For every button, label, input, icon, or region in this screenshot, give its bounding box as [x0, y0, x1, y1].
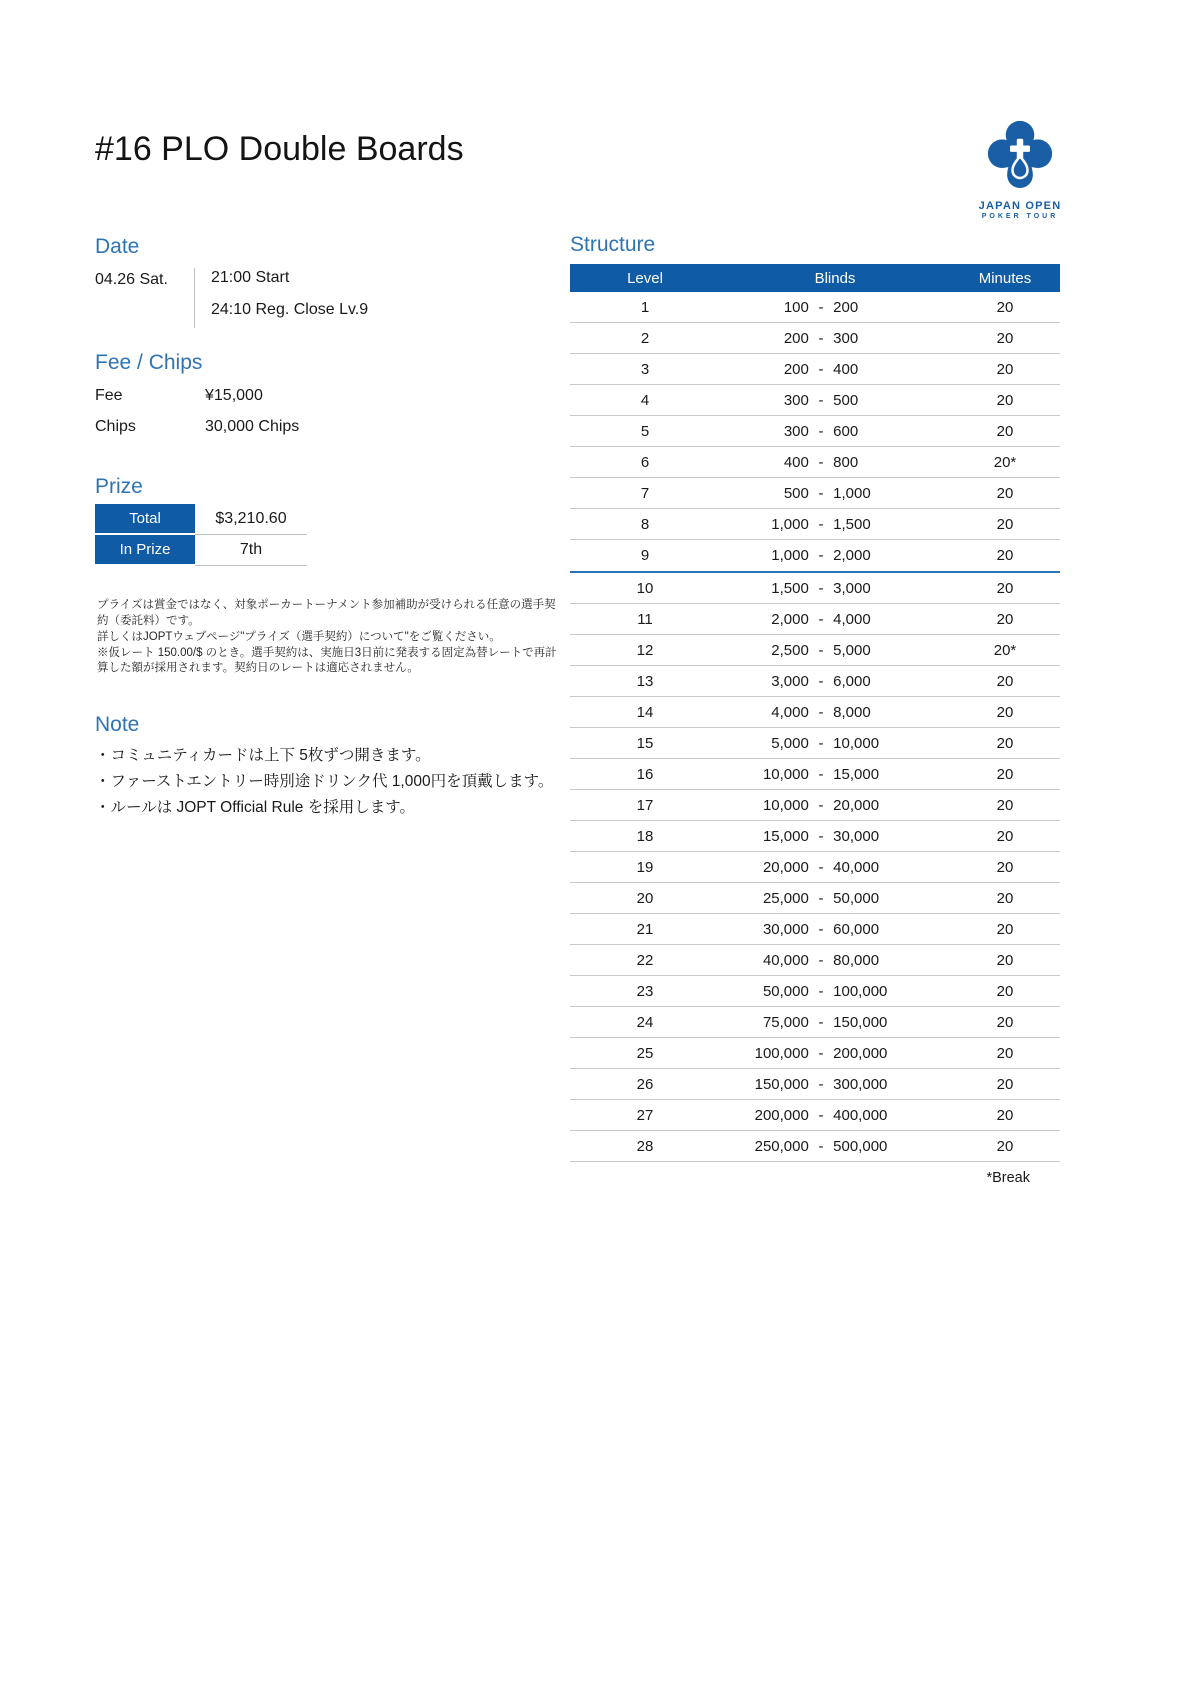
blinds-dash: -	[818, 889, 824, 907]
big-blind-value: 300	[833, 329, 859, 347]
prize-heading: Prize	[95, 475, 143, 498]
structure-row	[570, 1100, 1060, 1131]
small-blind-value: 300	[783, 391, 809, 409]
level-cell: 12	[636, 641, 654, 659]
minutes-cell: 20	[996, 610, 1014, 628]
small-blind-value: 1,000	[771, 547, 809, 565]
blinds-dash: -	[818, 734, 824, 752]
structure-row	[570, 1007, 1060, 1038]
small-blind-value: 3,000	[771, 672, 809, 690]
blinds-dash: -	[818, 579, 824, 597]
blinds-cell	[720, 952, 950, 969]
blinds-cell	[720, 983, 950, 1000]
structure-heading: Structure	[570, 233, 656, 256]
big-blind-value: 5,000	[833, 641, 871, 659]
blinds-dash: -	[818, 515, 824, 533]
small-blind-value: 1,000	[771, 515, 809, 533]
blinds-dash: -	[818, 610, 824, 628]
fee-chips-section	[95, 350, 565, 436]
fee-chips-row	[95, 387, 565, 405]
big-blind-value: 200,000	[833, 1044, 888, 1062]
blinds-dash: -	[818, 1013, 824, 1031]
note-list-item: ・コミュニティカードは上下 5枚ずつ開きます。	[95, 747, 431, 765]
structure-row	[570, 509, 1060, 540]
blinds-cell	[720, 1076, 950, 1093]
minutes-cell: 20	[996, 1075, 1014, 1093]
note-heading: Note	[95, 713, 140, 736]
fee-chips-value: 30,000 Chips	[205, 418, 300, 436]
structure-row	[570, 852, 1060, 883]
blinds-cell	[720, 642, 950, 659]
level-cell: 27	[636, 1106, 654, 1124]
small-blind-value: 10,000	[762, 765, 809, 783]
level-cell: 15	[636, 734, 654, 752]
prize-section	[95, 474, 415, 566]
structure-row	[570, 976, 1060, 1007]
blinds-cell	[720, 859, 950, 876]
level-cell: 2	[640, 329, 650, 347]
level-cell: 14	[636, 703, 654, 721]
blinds-dash: -	[818, 360, 824, 378]
blinds-dash: -	[818, 951, 824, 969]
blinds-cell	[720, 704, 950, 721]
big-blind-value: 500,000	[833, 1137, 888, 1155]
prize-disclaimer-line: ※仮レート 150.00/$ のとき。選手契約は、実施日3日前に発表する固定為替レートで再計算した額が採用されます。契約日のレートは適応されません。	[97, 646, 557, 675]
date-heading: Date	[95, 235, 140, 258]
blinds-dash: -	[818, 920, 824, 938]
big-blind-value: 400	[833, 360, 859, 378]
level-cell: 22	[636, 951, 654, 969]
big-blind-value: 500	[833, 391, 859, 409]
structure-row	[570, 790, 1060, 821]
date-time-entry: 21:00 Start	[211, 269, 290, 287]
small-blind-value: 75,000	[762, 1013, 809, 1031]
blinds-dash: -	[818, 453, 824, 471]
structure-row	[570, 759, 1060, 790]
big-blind-value: 2,000	[833, 547, 871, 565]
level-cell: 24	[636, 1013, 654, 1031]
column-header-level: Level	[627, 269, 663, 287]
blinds-dash: -	[818, 329, 824, 347]
structure-row	[570, 573, 1060, 604]
blinds-dash: -	[818, 1137, 824, 1155]
blinds-cell	[720, 1138, 950, 1155]
level-cell: 25	[636, 1044, 654, 1062]
prize-table	[95, 504, 307, 566]
minutes-cell: 20	[996, 484, 1014, 502]
small-blind-value: 40,000	[762, 951, 809, 969]
structure-row	[570, 385, 1060, 416]
minutes-cell: 20	[996, 951, 1014, 969]
level-cell: 19	[636, 858, 654, 876]
blinds-cell	[720, 454, 950, 471]
structure-row	[570, 1038, 1060, 1069]
small-blind-value: 25,000	[762, 889, 809, 907]
level-cell: 4	[640, 391, 650, 409]
fee-chips-heading: Fee / Chips	[95, 351, 203, 374]
jopt-logo	[972, 118, 1068, 220]
prize-disclaimer-line: 詳しくはJOPTウェブページ"プライズ（選手契約）について"をご覧ください。	[97, 630, 501, 643]
column-header-minutes: Minutes	[978, 269, 1032, 287]
big-blind-value: 100,000	[833, 982, 888, 1000]
minutes-cell: 20	[996, 796, 1014, 814]
small-blind-value: 2,000	[771, 610, 809, 628]
structure-row	[570, 945, 1060, 976]
big-blind-value: 3,000	[833, 579, 871, 597]
blinds-dash: -	[818, 298, 824, 316]
logo-text-poker-tour: POKER TOUR	[981, 213, 1059, 220]
structure-row	[570, 323, 1060, 354]
structure-row	[570, 635, 1060, 666]
note-list	[95, 746, 575, 818]
date-day: 04.26 Sat.	[95, 271, 168, 289]
blinds-cell	[720, 890, 950, 907]
minutes-cell: 20	[996, 982, 1014, 1000]
level-cell: 16	[636, 765, 654, 783]
small-blind-value: 30,000	[762, 920, 809, 938]
structure-row	[570, 728, 1060, 759]
structure-row	[570, 914, 1060, 945]
minutes-cell: 20	[996, 672, 1014, 690]
level-cell: 10	[636, 579, 654, 597]
blinds-cell	[720, 485, 950, 502]
big-blind-value: 4,000	[833, 610, 871, 628]
small-blind-value: 1,500	[771, 579, 809, 597]
minutes-cell: 20	[996, 889, 1014, 907]
structure-row	[570, 697, 1060, 728]
level-cell: 26	[636, 1075, 654, 1093]
clover-drop-icon	[984, 118, 1056, 198]
big-blind-value: 200	[833, 298, 859, 316]
big-blind-value: 80,000	[833, 951, 880, 969]
blinds-dash: -	[818, 641, 824, 659]
big-blind-value: 300,000	[833, 1075, 888, 1093]
small-blind-value: 200	[783, 329, 809, 347]
big-blind-value: 1,500	[833, 515, 871, 533]
minutes-cell: 20	[996, 1013, 1014, 1031]
break-footnote: *Break	[986, 1170, 1030, 1187]
page-title: #16 PLO Double Boards	[95, 130, 464, 168]
blinds-dash: -	[818, 765, 824, 783]
minutes-cell: 20	[996, 329, 1014, 347]
small-blind-value: 500	[783, 484, 809, 502]
fee-chips-row	[95, 418, 565, 436]
minutes-cell: 20	[996, 547, 1014, 565]
minutes-cell: 20	[996, 827, 1014, 845]
small-blind-value: 150,000	[754, 1075, 809, 1093]
blinds-cell	[720, 423, 950, 440]
level-cell: 23	[636, 982, 654, 1000]
blinds-dash: -	[818, 858, 824, 876]
date-time-entry: 24:10 Reg. Close Lv.9	[211, 301, 369, 319]
blinds-cell	[720, 673, 950, 690]
fee-chips-label: Fee	[95, 387, 123, 405]
blinds-dash: -	[818, 547, 824, 565]
blinds-cell	[720, 921, 950, 938]
big-blind-value: 20,000	[833, 796, 880, 814]
blinds-cell	[720, 1045, 950, 1062]
blinds-cell	[720, 392, 950, 409]
blinds-dash: -	[818, 1106, 824, 1124]
note-list-item: ・ファーストエントリー時別途ドリンク代 1,000円を頂戴します。	[95, 773, 554, 791]
level-cell: 20	[636, 889, 654, 907]
blinds-dash: -	[818, 703, 824, 721]
big-blind-value: 600	[833, 422, 859, 440]
level-cell: 9	[640, 547, 650, 565]
small-blind-value: 250,000	[754, 1137, 809, 1155]
prize-row	[95, 504, 307, 535]
level-cell: 18	[636, 827, 654, 845]
blinds-dash: -	[818, 391, 824, 409]
big-blind-value: 10,000	[833, 734, 880, 752]
date-table	[95, 268, 565, 328]
big-blind-value: 40,000	[833, 858, 880, 876]
note-list-item: ・ルールは JOPT Official Rule を採用します。	[95, 799, 415, 817]
small-blind-value: 200,000	[754, 1106, 809, 1124]
big-blind-value: 800	[833, 453, 859, 471]
fee-chips-table	[95, 387, 565, 436]
blinds-cell	[720, 797, 950, 814]
small-blind-value: 200	[783, 360, 809, 378]
big-blind-value: 150,000	[833, 1013, 888, 1031]
minutes-cell: 20*	[993, 453, 1017, 471]
blinds-dash: -	[818, 1075, 824, 1093]
date-times	[194, 268, 368, 328]
minutes-cell: 20	[996, 391, 1014, 409]
minutes-cell: 20	[996, 1137, 1014, 1155]
level-cell: 28	[636, 1137, 654, 1155]
structure-row	[570, 416, 1060, 447]
big-blind-value: 8,000	[833, 703, 871, 721]
level-cell: 6	[640, 453, 650, 471]
blinds-cell	[720, 361, 950, 378]
minutes-cell: 20	[996, 1106, 1014, 1124]
prize-row-value: 7th	[195, 535, 307, 566]
blinds-cell	[720, 828, 950, 845]
minutes-cell: 20	[996, 360, 1014, 378]
minutes-cell: 20	[996, 703, 1014, 721]
small-blind-value: 10,000	[762, 796, 809, 814]
blinds-cell	[720, 766, 950, 783]
prize-row-label: Total	[95, 504, 195, 533]
blinds-cell	[720, 547, 950, 564]
small-blind-value: 15,000	[762, 827, 809, 845]
blinds-cell	[720, 299, 950, 316]
structure-row	[570, 666, 1060, 697]
structure-row	[570, 604, 1060, 635]
structure-row	[570, 883, 1060, 914]
small-blind-value: 100,000	[754, 1044, 809, 1062]
minutes-cell: 20	[996, 579, 1014, 597]
blinds-dash: -	[818, 1044, 824, 1062]
blinds-dash: -	[818, 672, 824, 690]
big-blind-value: 50,000	[833, 889, 880, 907]
level-cell: 13	[636, 672, 654, 690]
structure-row	[570, 821, 1060, 852]
small-blind-value: 4,000	[771, 703, 809, 721]
structure-row	[570, 447, 1060, 478]
fee-chips-value: ¥15,000	[205, 387, 263, 405]
small-blind-value: 400	[783, 453, 809, 471]
structure-row	[570, 354, 1060, 385]
big-blind-value: 60,000	[833, 920, 880, 938]
small-blind-value: 5,000	[771, 734, 809, 752]
big-blind-value: 6,000	[833, 672, 871, 690]
blinds-dash: -	[818, 796, 824, 814]
small-blind-value: 20,000	[762, 858, 809, 876]
logo-text-japan-open: JAPAN OPEN	[978, 200, 1062, 212]
small-blind-value: 100	[783, 298, 809, 316]
blinds-dash: -	[818, 827, 824, 845]
structure-row	[570, 292, 1060, 323]
column-header-blinds: Blinds	[814, 269, 856, 287]
level-cell: 8	[640, 515, 650, 533]
blinds-dash: -	[818, 422, 824, 440]
blinds-cell	[720, 1014, 950, 1031]
blinds-cell	[720, 1107, 950, 1124]
minutes-cell: 20	[996, 858, 1014, 876]
level-cell: 17	[636, 796, 654, 814]
small-blind-value: 50,000	[762, 982, 809, 1000]
structure-row	[570, 540, 1060, 573]
big-blind-value: 30,000	[833, 827, 880, 845]
structure-table-body	[570, 292, 1060, 1162]
blinds-cell	[720, 330, 950, 347]
date-section	[95, 234, 565, 328]
minutes-cell: 20	[996, 298, 1014, 316]
fee-chips-label: Chips	[95, 418, 136, 436]
structure-table-header	[570, 264, 1060, 292]
blinds-dash: -	[818, 484, 824, 502]
prize-row-value: $3,210.60	[195, 504, 307, 535]
level-cell: 1	[640, 298, 650, 316]
prize-disclaimer	[97, 598, 561, 677]
minutes-cell: 20	[996, 515, 1014, 533]
level-cell: 11	[637, 610, 653, 628]
level-cell: 3	[640, 360, 650, 378]
blinds-cell	[720, 516, 950, 533]
prize-row-label: In Prize	[95, 535, 195, 564]
big-blind-value: 400,000	[833, 1106, 888, 1124]
blinds-cell	[720, 580, 950, 597]
minutes-cell: 20	[996, 734, 1014, 752]
level-cell: 21	[636, 920, 654, 938]
minutes-cell: 20	[996, 422, 1014, 440]
minutes-cell: 20	[996, 1044, 1014, 1062]
structure-row	[570, 1131, 1060, 1162]
level-cell: 5	[640, 422, 650, 440]
structure-row	[570, 1069, 1060, 1100]
big-blind-value: 1,000	[833, 484, 871, 502]
minutes-cell: 20	[996, 920, 1014, 938]
minutes-cell: 20	[996, 765, 1014, 783]
prize-row	[95, 535, 307, 566]
structure-section	[570, 232, 1060, 1186]
structure-row	[570, 478, 1060, 509]
small-blind-value: 2,500	[771, 641, 809, 659]
note-section	[95, 712, 575, 819]
minutes-cell: 20*	[993, 641, 1017, 659]
big-blind-value: 15,000	[833, 765, 880, 783]
blinds-cell	[720, 735, 950, 752]
level-cell: 7	[640, 484, 650, 502]
prize-disclaimer-line: プライズは賞金ではなく、対象ポーカートーナメント参加補助が受けられる任意の選手契約（委託料）です。	[97, 599, 556, 627]
blinds-cell	[720, 611, 950, 628]
blinds-dash: -	[818, 982, 824, 1000]
small-blind-value: 300	[783, 422, 809, 440]
